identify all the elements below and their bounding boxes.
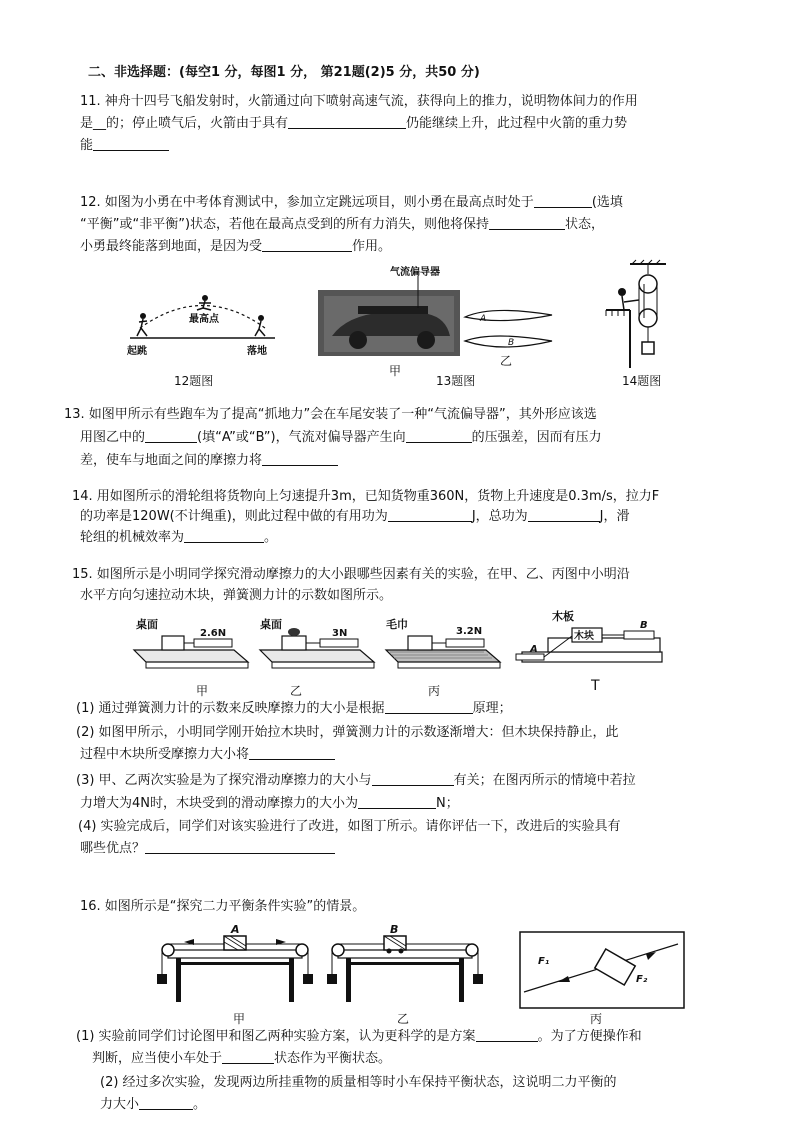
- label-start: 起跳: [127, 346, 147, 357]
- caption-13-jia: 甲: [389, 364, 402, 378]
- label-f2: F₂: [636, 974, 648, 985]
- label-desk-2: 桌面: [260, 618, 282, 631]
- label-force-jia: 2.6N: [200, 628, 227, 639]
- q15-blank-factor[interactable]: [372, 772, 454, 786]
- label-desk-1: 桌面: [136, 618, 158, 631]
- caption-15-yi: 乙: [290, 684, 303, 698]
- figure-15-bing: [384, 612, 502, 670]
- q11-line3: 能: [80, 137, 169, 155]
- figure-15-ding: [512, 608, 664, 670]
- label-cart-a: A: [231, 923, 240, 936]
- q15-blank-principle[interactable]: [385, 700, 473, 714]
- figure-13-car-photo: [318, 266, 460, 356]
- label-force-yi: 3N: [332, 628, 348, 639]
- caption-15-jia: 甲: [196, 684, 209, 698]
- q16-blank-scheme[interactable]: [476, 1028, 538, 1042]
- q11-blank-inertia[interactable]: [288, 115, 406, 129]
- q15-line1: 15. 如图所示是小明同学探究滑动摩擦力的大小跟哪些因素有关的实验，在甲、乙、丙图中小明沿: [72, 567, 630, 582]
- q11-line1: 11. 神舟十四号飞船发射时，火箭通过向下喷射高速气流，获得向上的推力，说明物体间力的作用: [80, 94, 638, 109]
- q14-blank-useful-work[interactable]: [388, 508, 472, 522]
- q13-blank-choice[interactable]: [145, 429, 197, 443]
- q14-line1: 14. 用如图所示的滑轮组将货物向上匀速提升3m，已知货物重360N，货物上升速度是0.3m/s，拉力F: [72, 489, 660, 504]
- label-block: 木块: [574, 631, 594, 642]
- q13-blank-friction[interactable]: [262, 452, 338, 466]
- figure-14-pulley: [600, 260, 675, 370]
- label-spoiler: 气流偏导器: [390, 267, 440, 278]
- q15-sub4-line1: (4) 实验完成后，同学们对该实验进行了改进，如图丁所示。请你评估一下，改进后的实验具有: [78, 819, 621, 834]
- q12-line3: 小勇最终能落到地面，是因为受 作用。: [80, 239, 392, 254]
- q11-line2: 是__的；停止喷气后，火箭由于具有 仍能继续上升，此过程中火箭的重力势: [80, 116, 628, 131]
- q16-line1: 16. 如图所示是“探究二力平衡条件实验”的情景。: [80, 899, 366, 914]
- label-towel: 毛巾: [386, 618, 408, 631]
- label-wing-a: A: [480, 314, 487, 324]
- q15-sub1: (1) 通过弹簧测力计的示数来反映摩擦力的大小是根据 原理；: [76, 701, 512, 716]
- section-title: 二、非选择题：(每空1 分，每图1 分， 第21题(2)5 分，共50 分): [88, 65, 480, 80]
- q13-line1: 13. 如图甲所示有些跑车为了提高“抓地力”会在车尾安装了一种“气流偏导器”，其外形应该选: [64, 407, 597, 422]
- figure-16-yi: [324, 924, 486, 1006]
- caption-13-yi: 乙: [500, 354, 513, 368]
- label-ding-b: B: [640, 620, 648, 631]
- q13-blank-direction[interactable]: [406, 429, 472, 443]
- q15-sub3-line1: (3) 甲、乙两次实验是为了探究滑动摩擦力的大小与 有关；在图丙所示的情境中若拉: [76, 773, 636, 788]
- q15-sub2-line2: 过程中木块所受摩擦力大小将: [80, 746, 335, 764]
- figure-15-jia: [132, 612, 250, 670]
- caption-12: 12题图: [174, 374, 214, 388]
- label-f1: F₁: [538, 956, 550, 967]
- caption-16-jia: 甲: [233, 1012, 246, 1026]
- figure-16-jia: [154, 924, 316, 1006]
- caption-15-ding: T: [591, 678, 600, 694]
- q14-line2: 的功率是120W(不计绳重)，则此过程中做的有用功为 J，总功为 J，滑: [80, 509, 630, 524]
- q14-blank-efficiency[interactable]: [184, 529, 264, 543]
- q12-blank-state[interactable]: [534, 194, 592, 208]
- q16-sub1-line1: (1) 实验前同学们讨论图甲和图乙两种实验方案，认为更科学的是方案 。为了方便操作和: [76, 1029, 642, 1044]
- q15-sub2-line1: (2) 如图甲所示，小明同学刚开始拉木块时，弹簧测力计的示数逐渐增大：但木块保持静止，此: [76, 725, 619, 740]
- q15-blank-advantages[interactable]: [145, 840, 335, 854]
- q14-line3: 轮组的机械效率为 。: [80, 530, 278, 545]
- figure-16-bing: [518, 930, 686, 1010]
- label-force-bing: 3.2N: [456, 626, 483, 637]
- q15-sub3-line2: 力增大为4N时，木块受到的滑动摩擦力的大小为 N；: [80, 796, 459, 811]
- q16-sub2-line1: (2) 经过多次实验，发现两边所挂重物的质量相等时小车保持平衡状态，这说明二力平衡的: [100, 1075, 617, 1090]
- figure-12-long-jump: [125, 288, 280, 363]
- q16-blank-state[interactable]: [222, 1050, 274, 1064]
- q16-sub1-line2: 判断，应当使小车处于 状态作为平衡状态。: [92, 1051, 392, 1066]
- caption-13: 13题图: [436, 374, 476, 388]
- label-land: 落地: [247, 346, 267, 357]
- q15-blank-friction-value[interactable]: [358, 795, 436, 809]
- q12-blank-force[interactable]: [262, 238, 352, 252]
- caption-16-bing: 丙: [590, 1012, 603, 1026]
- label-cart-b: B: [390, 923, 399, 936]
- label-peak: 最高点: [189, 314, 219, 325]
- label-wing-b: B: [508, 338, 515, 348]
- figure-15-yi: [258, 612, 376, 670]
- q13-line3: 差，使车与地面之间的摩擦力将: [80, 452, 338, 470]
- caption-15-bing: 丙: [428, 684, 441, 698]
- q15-line2: 水平方向匀速拉动木块，弹簧测力计的示数如图所示。: [80, 588, 393, 603]
- q15-sub4-line2: 哪些优点？: [80, 840, 335, 858]
- q12-line1: 12. 如图为小勇在中考体育测试中，参加立定跳远项目，则小勇在最高点时处于 (选填: [80, 195, 623, 210]
- label-ding-a: A: [530, 644, 538, 655]
- caption-14: 14题图: [622, 374, 662, 388]
- caption-16-yi: 乙: [397, 1012, 410, 1026]
- q12-blank-keep[interactable]: [489, 216, 565, 230]
- q15-blank-static-friction[interactable]: [249, 746, 335, 760]
- q16-blank-magnitude[interactable]: [139, 1096, 193, 1110]
- q14-blank-total-work[interactable]: [528, 508, 600, 522]
- q11-blank-energy[interactable]: [93, 137, 169, 151]
- q13-line2: 用图乙中的 (填“A”或“B”)，气流对偏导器产生向 的压强差，因而有压力: [80, 430, 602, 445]
- q16-sub2-line2: 力大小 。: [100, 1097, 207, 1112]
- label-board: 木板: [552, 610, 574, 623]
- q12-line2: “平衡”或“非平衡”)状态，若他在最高点受到的所有力消失，则他将保持 状态，: [80, 217, 605, 232]
